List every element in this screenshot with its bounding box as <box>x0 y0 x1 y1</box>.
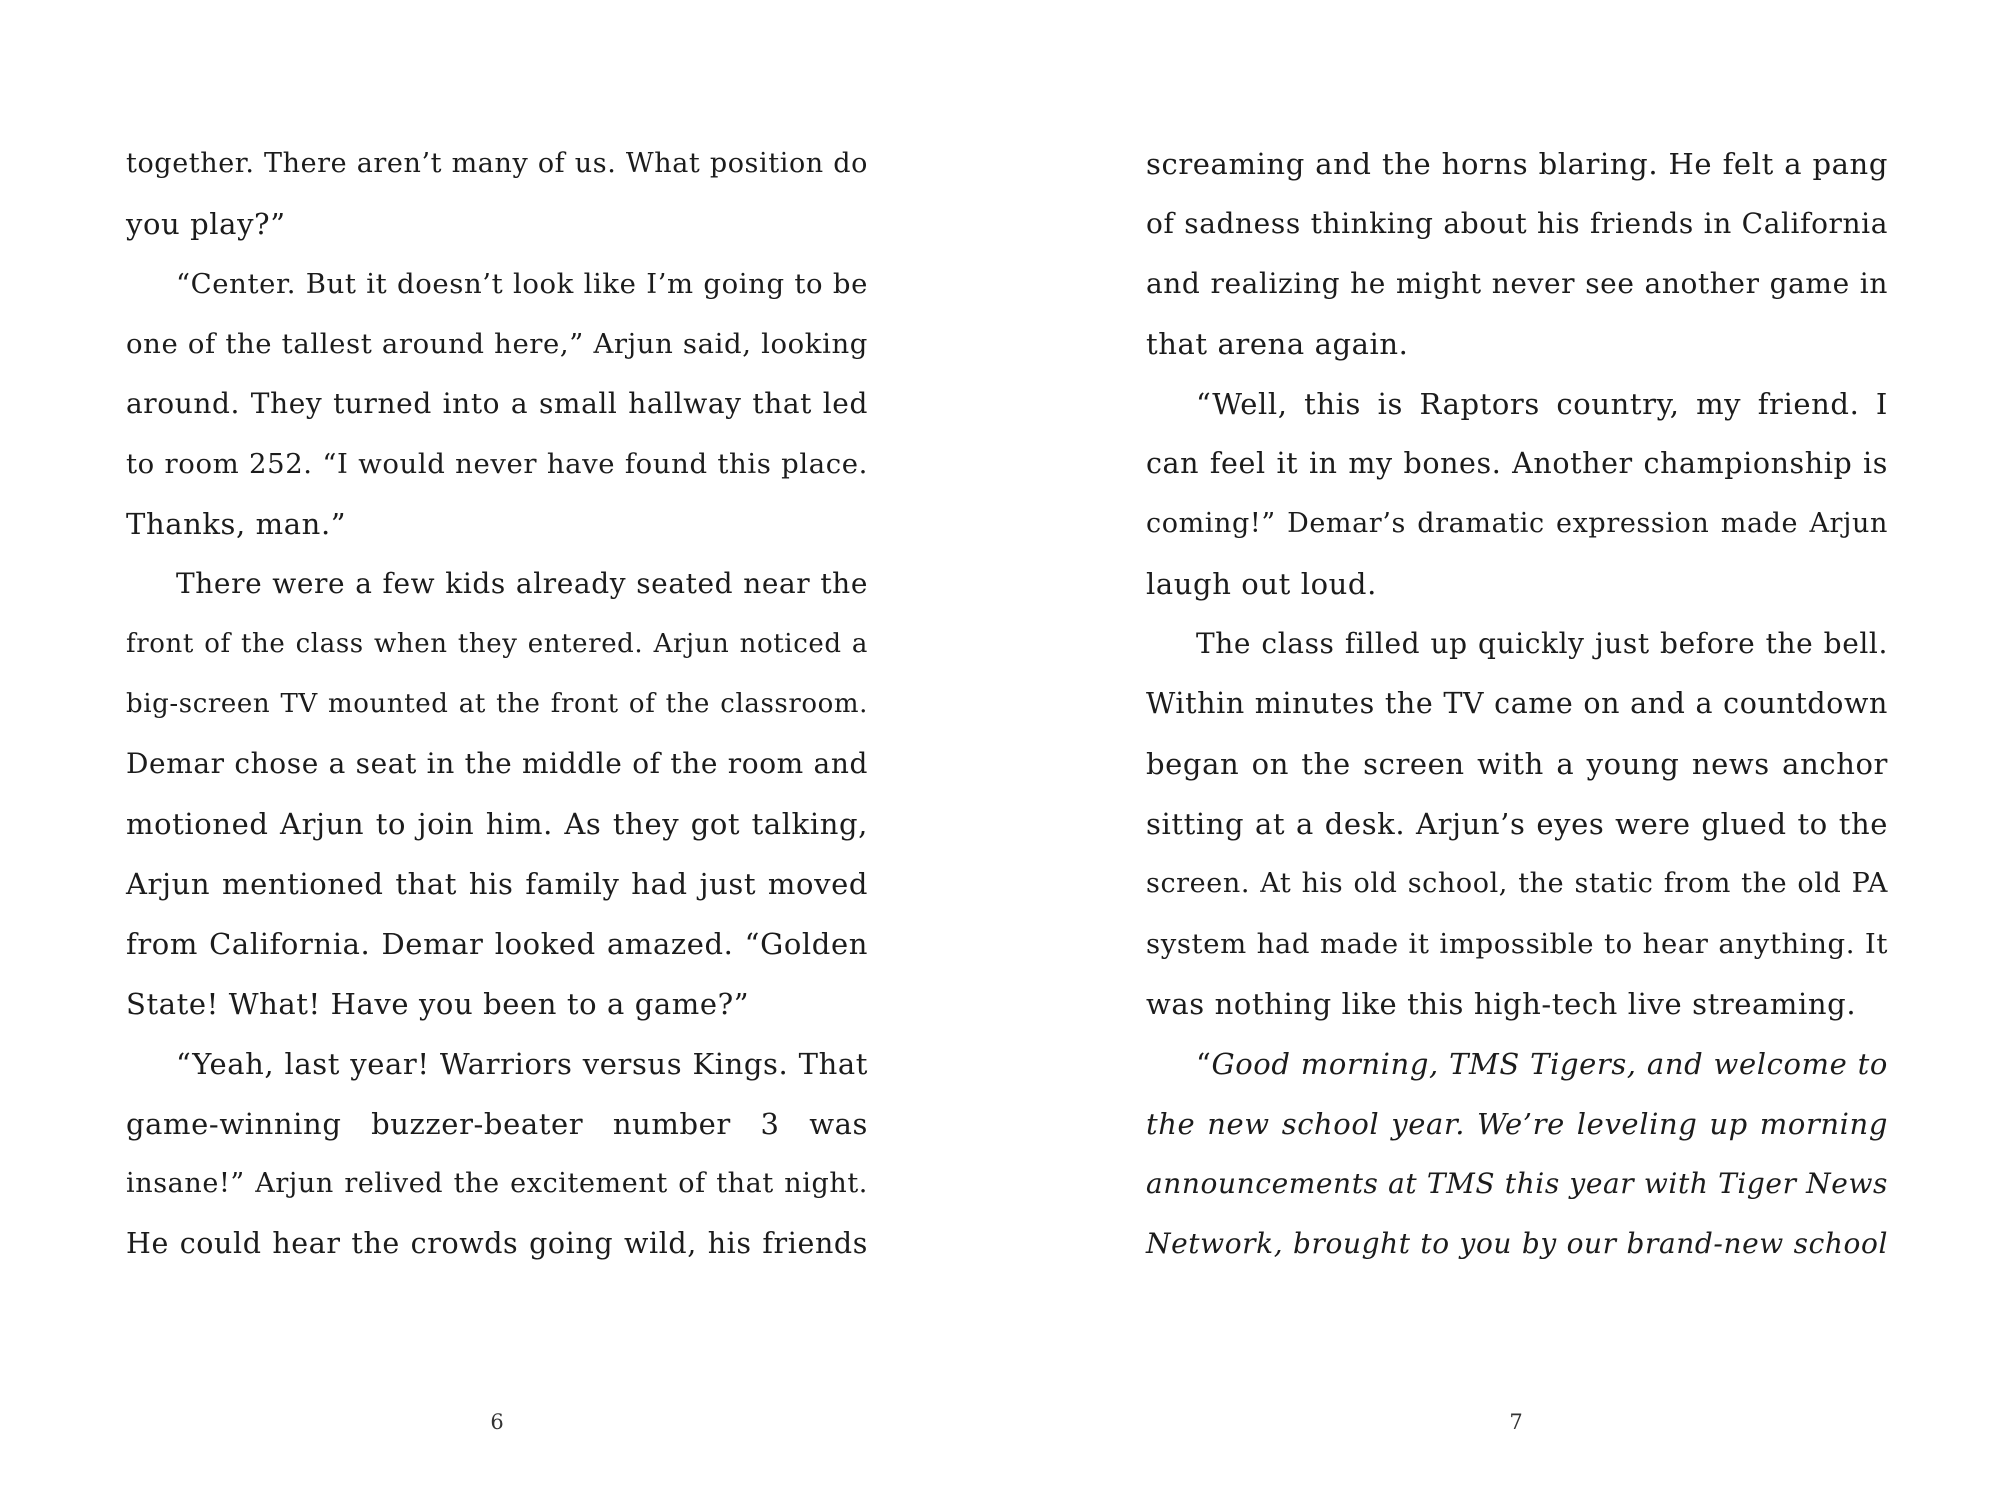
text-line: that arena again. <box>1146 327 1409 361</box>
page-number-right: 7 <box>1509 1410 1523 1434</box>
text-line: Demar chose a seat in the middle of the room and <box>126 747 868 780</box>
text-line: “Well, this is Raptors country, my friend. I <box>1196 387 1888 421</box>
text-line: can feel it in my bones. Another championship is <box>1146 447 1888 480</box>
text-line: front of the class when they entered. Arjun noticed a <box>126 629 868 659</box>
text-line: of sadness thinking about his friends in California <box>1146 207 1888 240</box>
text-line: sitting at a desk. Arjun’s eyes were glued to the <box>1146 807 1888 841</box>
text-line: Arjun mentioned that his family had just moved <box>126 867 868 901</box>
text-line: screaming and the horns blaring. He felt a pang <box>1146 147 1888 181</box>
text-line: Thanks, man.” <box>126 507 347 541</box>
text-line: “Center. But it doesn’t look like I’m going to be <box>176 268 868 300</box>
text-line: the new school year. We’re leveling up morning <box>1146 1107 1888 1141</box>
text-line: Within minutes the TV came on and a countdown <box>1146 687 1888 720</box>
text-line: you play?” <box>126 207 286 241</box>
text-line: around. They turned into a small hallway that led <box>126 387 868 420</box>
text-line: Network, brought to you by our brand-new school <box>1146 1227 1888 1260</box>
text-line: motioned Arjun to join him. As they got talking, <box>126 807 868 841</box>
page-number-left: 6 <box>490 1410 504 1434</box>
text-line: system had made it impossible to hear anything. It <box>1146 928 1888 960</box>
text-line <box>1146 1038 1888 1098</box>
text-line: There were a few kids already seated near the <box>176 567 868 600</box>
text-line: and realizing he might never see another game in <box>1146 267 1888 300</box>
text-line: to room 252. “I would never have found this place. <box>126 448 868 480</box>
text-line: from California. Demar looked amazed. “Golden <box>126 927 868 961</box>
italic-text: Good morning, TMS Tigers, and welcome to <box>1211 1047 1888 1081</box>
text-line: State! What! Have you been to a game?” <box>126 987 750 1021</box>
text-line: announcements at TMS this year with Tiger News <box>1146 1167 1888 1200</box>
left-page <box>126 138 868 1278</box>
text-line: laugh out loud. <box>1146 567 1377 601</box>
open-quote: “ <box>1196 1047 1212 1081</box>
text-line: He could hear the crowds going wild, his friends <box>126 1227 868 1260</box>
text-line: together. There aren’t many of us. What position do <box>126 148 868 179</box>
text-line: began on the screen with a young news anchor <box>1146 747 1888 781</box>
text-line: one of the tallest around here,” Arjun said, looking <box>126 328 868 360</box>
text-line: coming!” Demar’s dramatic expression made Arjun <box>1146 508 1888 539</box>
text-line: was nothing like this high-tech live streaming. <box>1146 987 1857 1021</box>
text-line: insane!” Arjun relived the excitement of that night. <box>126 1168 868 1199</box>
text-line: The class filled up quickly just before the bell. <box>1196 627 1888 660</box>
text-line: big-screen TV mounted at the front of the classroom. <box>126 689 868 719</box>
text-line: game-winning buzzer-beater number 3 was <box>126 1107 868 1141</box>
text-line: screen. At his old school, the static from the old PA <box>1146 868 1888 899</box>
text-line: “Yeah, last year! Warriors versus Kings. That <box>176 1047 868 1081</box>
right-page <box>1146 138 1888 1278</box>
